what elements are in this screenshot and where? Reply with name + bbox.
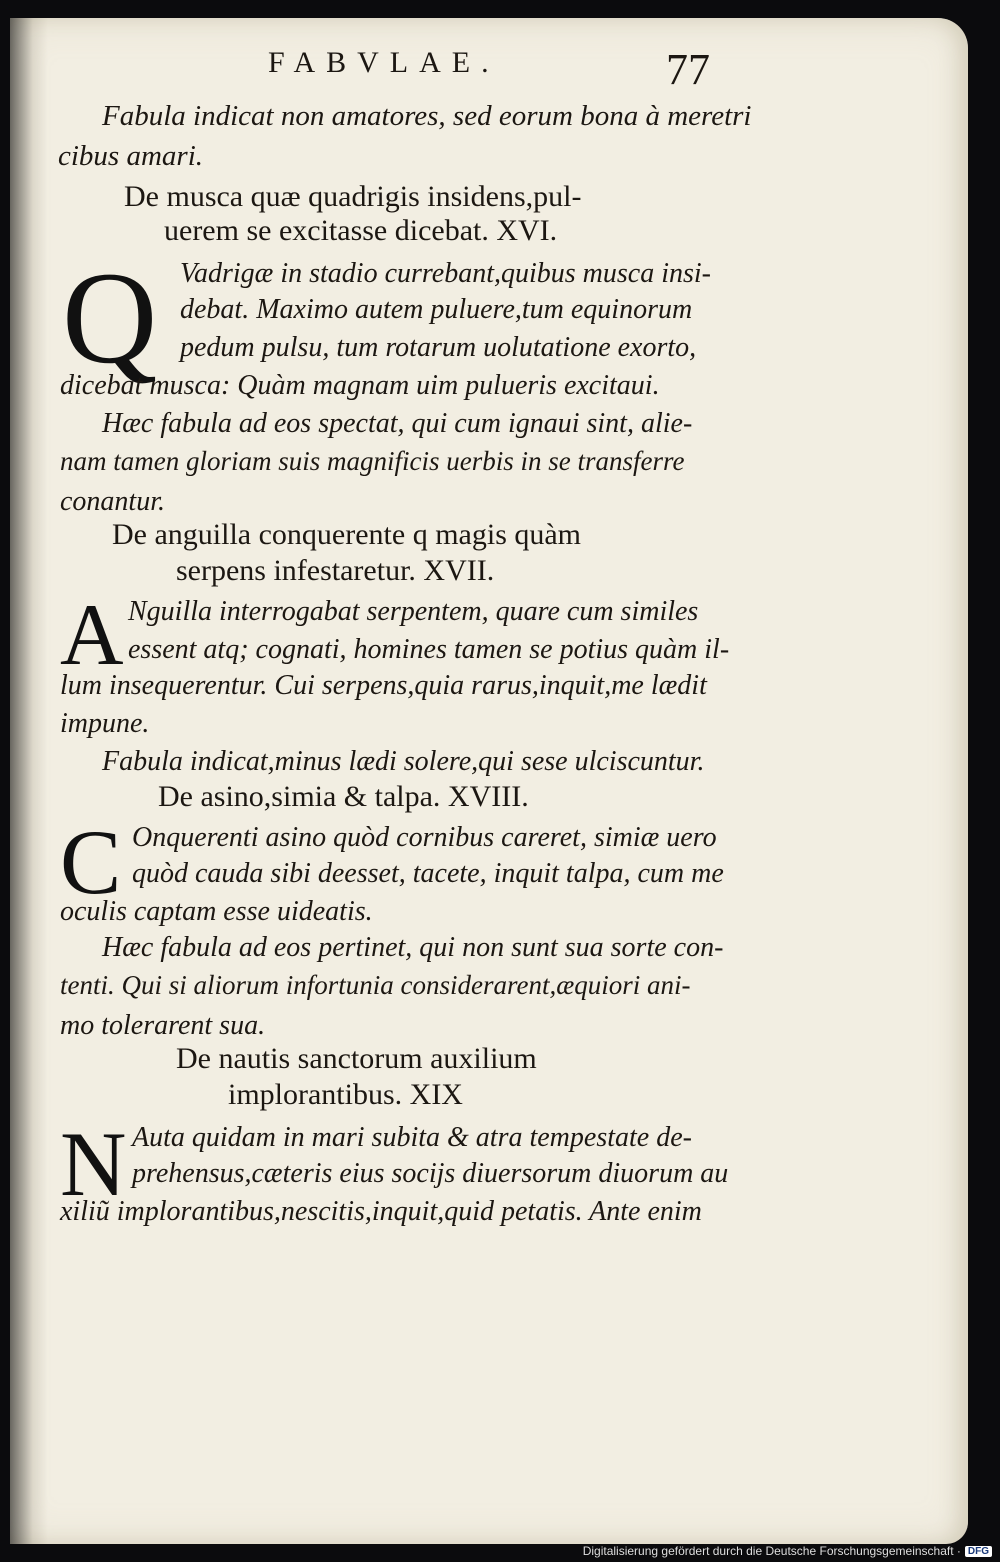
fable-heading: De asino,simia & talpa. XVIII. <box>158 780 529 813</box>
text-line: cibus amari. <box>58 140 203 172</box>
text-line: lum insequerentur. Cui serpens,quia rarus,inquit,me lædit <box>60 670 707 701</box>
text-line: impune. <box>60 708 150 739</box>
fable-heading: De nautis sanctorum auxilium <box>176 1042 537 1075</box>
running-title: FABVLAE. <box>268 46 500 79</box>
page-number: 77 <box>666 45 710 94</box>
text-line: nam tamen gloriam suis magnificis uerbis in se transferre <box>60 446 685 476</box>
text-line: Hæc fabula ad eos spectat, qui cum ignaui sint, alie- <box>102 408 693 439</box>
text-line: Fabula indicat,minus lædi solere,qui sese ulciscuntur. <box>102 746 705 777</box>
binding-shadow <box>10 18 48 1544</box>
credit-text: Digitalisierung gefördert durch die Deutsche Forschungsgemeinschaft · <box>582 1544 961 1558</box>
text-line: debat. Maximo autem puluere,tum equinorum <box>180 294 693 325</box>
text-line: quòd cauda sibi deesset, tacete, inquit talpa, cum me <box>132 858 724 889</box>
text-line: dicebat musca: Quàm magnam uim pulueris excitaui. <box>60 370 660 401</box>
text-line: Onquerenti asino quòd cornibus careret, simiæ uero <box>132 822 717 853</box>
fable-heading: serpens infestaretur. XVII. <box>176 554 495 587</box>
drop-capital: C <box>60 811 122 913</box>
drop-capital: Q <box>62 244 158 391</box>
text-line: essent atq; cognati, homines tamen se potius quàm il- <box>128 634 730 665</box>
text-line: oculis captam esse uideatis. <box>60 896 373 927</box>
fable-heading: uerem se excitasse dicebat. XVI. <box>164 214 558 247</box>
drop-capital: A <box>60 587 124 684</box>
fable-heading: De musca quæ quadrigis insidens,pul- <box>124 180 582 213</box>
text-line: mo tolerarent sua. <box>60 1010 266 1041</box>
fable-heading: De anguilla conquerente q magis quàm <box>112 518 582 551</box>
text-line: Vadrigæ in stadio currebant,quibus musca insi- <box>180 258 711 289</box>
dfg-logo-icon: DFG <box>965 1546 992 1557</box>
text-line: prehensus,cæteris eius socijs diuersorum diuorum au <box>132 1158 729 1189</box>
text-line: Fabula indicat non amatores, sed eorum bona à meretri <box>102 100 752 132</box>
fable-heading: implorantibus. XIX <box>228 1078 463 1111</box>
text-line: conantur. <box>60 486 165 517</box>
digitization-credit <box>583 1544 992 1558</box>
text-line: Auta quidam in mari subita & atra tempestate de- <box>132 1122 692 1153</box>
text-line: Hæc fabula ad eos pertinet, qui non sunt sua sorte con- <box>102 932 724 963</box>
drop-capital: N <box>60 1113 127 1215</box>
text-line: Nguilla interrogabat serpentem, quare cum similes <box>128 596 699 627</box>
text-line: tenti. Qui si aliorum infortunia considerarent,æquiori ani- <box>60 970 691 1000</box>
text-line: pedum pulsu, tum rotarum uolutatione exorto, <box>180 332 697 363</box>
text-line: xiliũ implorantibus,nescitis,inquit,quid petatis. Ante enim <box>60 1196 702 1227</box>
